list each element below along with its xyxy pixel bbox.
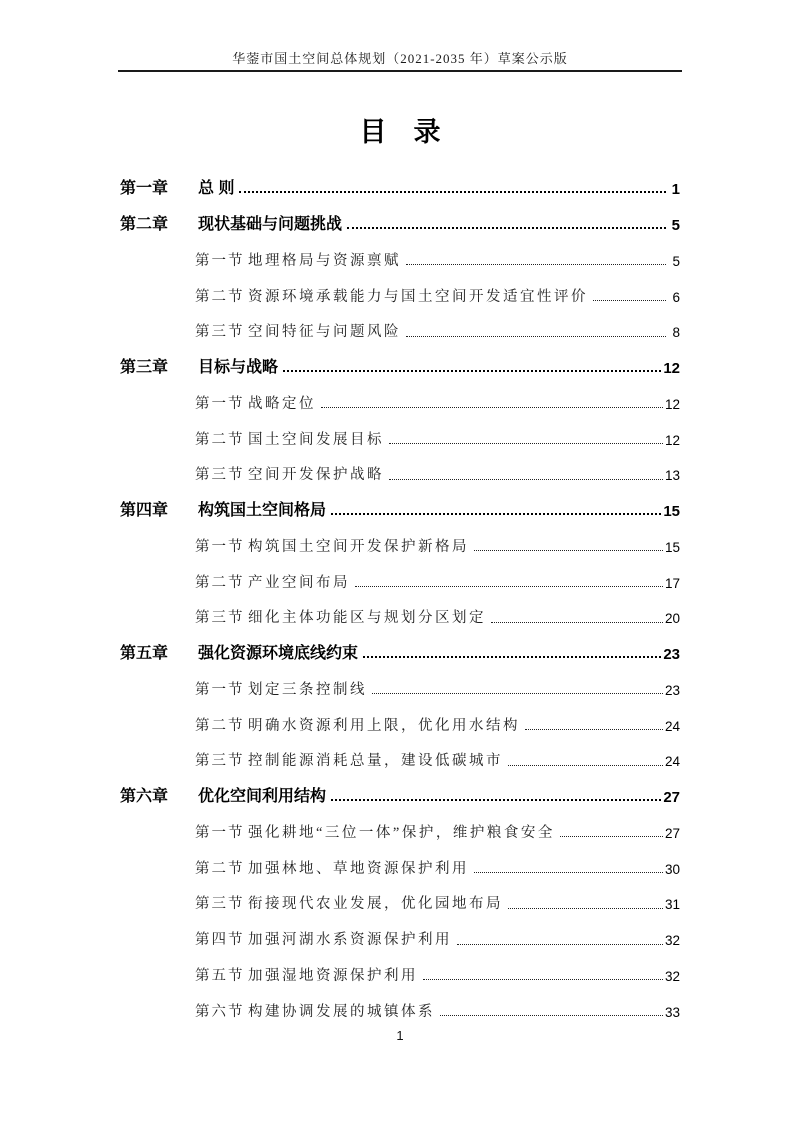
dot-leader xyxy=(321,407,663,408)
toc-entry-number: 第一章 xyxy=(120,179,169,197)
toc-entry-section xyxy=(120,813,680,849)
toc-entry-number: 第二节 xyxy=(195,717,245,734)
toc-entry-title: 构建协调发展的城镇体系 xyxy=(248,1003,435,1020)
toc-entry-page: 12 xyxy=(664,396,680,412)
toc-entry-title: 加强林地、草地资源保护利用 xyxy=(248,860,469,877)
toc-entry-section xyxy=(120,276,680,312)
toc-entry-number: 第三节 xyxy=(195,610,245,627)
header-rule xyxy=(118,70,682,72)
toc-entry-title: 优化空间利用结构 xyxy=(198,787,327,805)
toc-entry-title: 目标与战略 xyxy=(198,358,279,376)
toc-entry-number: 第二节 xyxy=(195,860,245,877)
toc-title: 目 录 xyxy=(359,117,441,147)
toc-entry-title: 细化主体功能区与规划分区划定 xyxy=(248,610,486,627)
running-header: 华蓥市国土空间总体规划（2021-2035 年）草案公示版 xyxy=(232,51,568,66)
toc-entry-title: 强化耕地“三位一体”保护，维护粮食安全 xyxy=(248,824,555,841)
toc-entry-number: 第一节 xyxy=(195,824,245,841)
toc-entry-page: 13 xyxy=(664,468,680,484)
dot-leader xyxy=(491,622,663,623)
dot-leader xyxy=(560,836,663,837)
toc-entry-page: 24 xyxy=(664,754,680,770)
toc-entry-section xyxy=(120,562,680,598)
dot-leader xyxy=(347,227,666,229)
toc-list xyxy=(120,169,680,1027)
toc-entry-section xyxy=(120,956,680,992)
dot-leader xyxy=(406,336,666,337)
dot-leader xyxy=(331,799,661,801)
toc-entry-page: 12 xyxy=(663,359,680,377)
toc-entry-page: 8 xyxy=(672,325,680,341)
dot-leader xyxy=(355,586,663,587)
toc-entry-section xyxy=(120,848,680,884)
toc-entry-section xyxy=(120,705,680,741)
toc-entry-number: 第三节 xyxy=(195,896,245,913)
dot-leader xyxy=(525,729,663,730)
toc-entry-page: 5 xyxy=(672,253,680,269)
dot-leader xyxy=(283,370,661,372)
toc-entry-page: 32 xyxy=(664,968,680,984)
toc-entry-title: 控制能源消耗总量，建设低碳城市 xyxy=(248,753,503,770)
toc-entry-number: 第四章 xyxy=(120,501,169,519)
toc-entry-chapter xyxy=(120,348,680,384)
footer-page-number: 1 xyxy=(396,1028,404,1043)
toc-entry-page: 23 xyxy=(663,645,680,663)
toc-entry-page: 15 xyxy=(664,539,680,555)
toc-entry-title: 地理格局与资源禀赋 xyxy=(248,252,401,269)
toc-entry-section xyxy=(120,312,680,348)
toc-entry-title: 明确水资源利用上限，优化用水结构 xyxy=(248,717,520,734)
toc-entry-number: 第一节 xyxy=(195,395,245,412)
toc-entry-section xyxy=(120,455,680,491)
toc-entry-section xyxy=(120,419,680,455)
toc-entry-number: 第六章 xyxy=(120,787,169,805)
toc-entry-title: 国土空间发展目标 xyxy=(248,431,384,448)
toc-entry-title: 衔接现代农业发展，优化园地布局 xyxy=(248,896,503,913)
toc-entry-number: 第三节 xyxy=(195,324,245,341)
toc-entry-page: 31 xyxy=(664,897,680,913)
toc-entry-title: 构筑国土空间格局 xyxy=(198,501,327,519)
toc-entry-chapter xyxy=(120,169,680,205)
toc-entry-section xyxy=(120,884,680,920)
toc-entry-page: 17 xyxy=(664,575,680,591)
toc-entry-number: 第二章 xyxy=(120,215,169,233)
toc-entry-page: 24 xyxy=(664,718,680,734)
toc-entry-page: 5 xyxy=(671,216,680,234)
toc-entry-page: 15 xyxy=(663,502,680,520)
toc-entry-chapter xyxy=(120,491,680,527)
toc-entry-number: 第一节 xyxy=(195,252,245,269)
toc-entry-number: 第二节 xyxy=(195,574,245,591)
dot-leader xyxy=(331,513,661,515)
toc-entry-section xyxy=(120,598,680,634)
toc-entry-page: 23 xyxy=(664,682,680,698)
dot-leader xyxy=(423,979,663,980)
dot-leader xyxy=(474,872,663,873)
toc-entry-number: 第五章 xyxy=(120,644,169,662)
toc-entry-chapter xyxy=(120,634,680,670)
toc-entry-page: 20 xyxy=(664,611,680,627)
toc-entry-page: 12 xyxy=(664,432,680,448)
dot-leader xyxy=(474,550,663,551)
toc-entry-title: 空间开发保护战略 xyxy=(248,467,384,484)
dot-leader xyxy=(389,443,663,444)
toc-entry-number: 第三节 xyxy=(195,753,245,770)
toc-entry-number: 第一节 xyxy=(195,538,245,555)
toc-entry-section xyxy=(120,991,680,1027)
dot-leader xyxy=(239,191,666,193)
toc-entry-page: 30 xyxy=(664,861,680,877)
toc-entry-number: 第四节 xyxy=(195,932,245,948)
toc-entry-chapter xyxy=(120,777,680,813)
toc-entry-section xyxy=(120,527,680,563)
dot-leader xyxy=(457,944,663,945)
toc-entry-title: 强化资源环境底线约束 xyxy=(198,644,359,662)
toc-entry-title: 加强河湖水系资源保护利用 xyxy=(248,932,452,948)
dot-leader xyxy=(389,479,663,480)
toc-entry-title: 总 则 xyxy=(198,179,235,197)
toc-entry-title: 产业空间布局 xyxy=(248,574,350,591)
dot-leader xyxy=(508,908,663,909)
toc-entry-title: 空间特征与问题风险 xyxy=(248,324,401,341)
toc-entry-section xyxy=(120,741,680,777)
toc-entry-section xyxy=(120,384,680,420)
toc-entry-section xyxy=(120,241,680,277)
toc-entry-chapter xyxy=(120,205,680,241)
toc-entry-number: 第一节 xyxy=(195,681,245,698)
dot-leader xyxy=(363,656,661,658)
toc-entry-section xyxy=(120,920,680,956)
toc-entry-title: 现状基础与问题挑战 xyxy=(198,215,343,233)
toc-entry-title: 构筑国土空间开发保护新格局 xyxy=(248,538,469,555)
dot-leader xyxy=(372,693,663,694)
toc-entry-title: 战略定位 xyxy=(248,395,316,412)
toc-entry-page: 27 xyxy=(664,825,680,841)
toc-entry-page: 27 xyxy=(663,788,680,806)
dot-leader xyxy=(593,300,666,301)
toc-entry-section xyxy=(120,670,680,706)
toc-entry-title: 加强湿地资源保护利用 xyxy=(248,967,418,984)
toc-entry-title: 资源环境承载能力与国土空间开发适宜性评价 xyxy=(248,288,588,305)
toc-entry-number: 第三节 xyxy=(195,467,245,484)
toc-entry-number: 第二节 xyxy=(195,431,245,448)
toc-entry-number: 第二节 xyxy=(195,288,245,305)
toc-entry-page: 33 xyxy=(664,1004,680,1020)
dot-leader xyxy=(440,1015,663,1016)
toc-entry-page: 1 xyxy=(671,180,680,198)
toc-entry-title: 划定三条控制线 xyxy=(248,681,367,698)
dot-leader xyxy=(406,264,666,265)
toc-entry-number: 第五节 xyxy=(195,967,245,984)
toc-entry-page: 32 xyxy=(664,933,680,948)
toc-entry-page: 6 xyxy=(672,289,680,305)
toc-entry-number: 第三章 xyxy=(120,358,169,376)
toc-entry-number: 第六节 xyxy=(195,1003,245,1020)
dot-leader xyxy=(508,765,663,766)
